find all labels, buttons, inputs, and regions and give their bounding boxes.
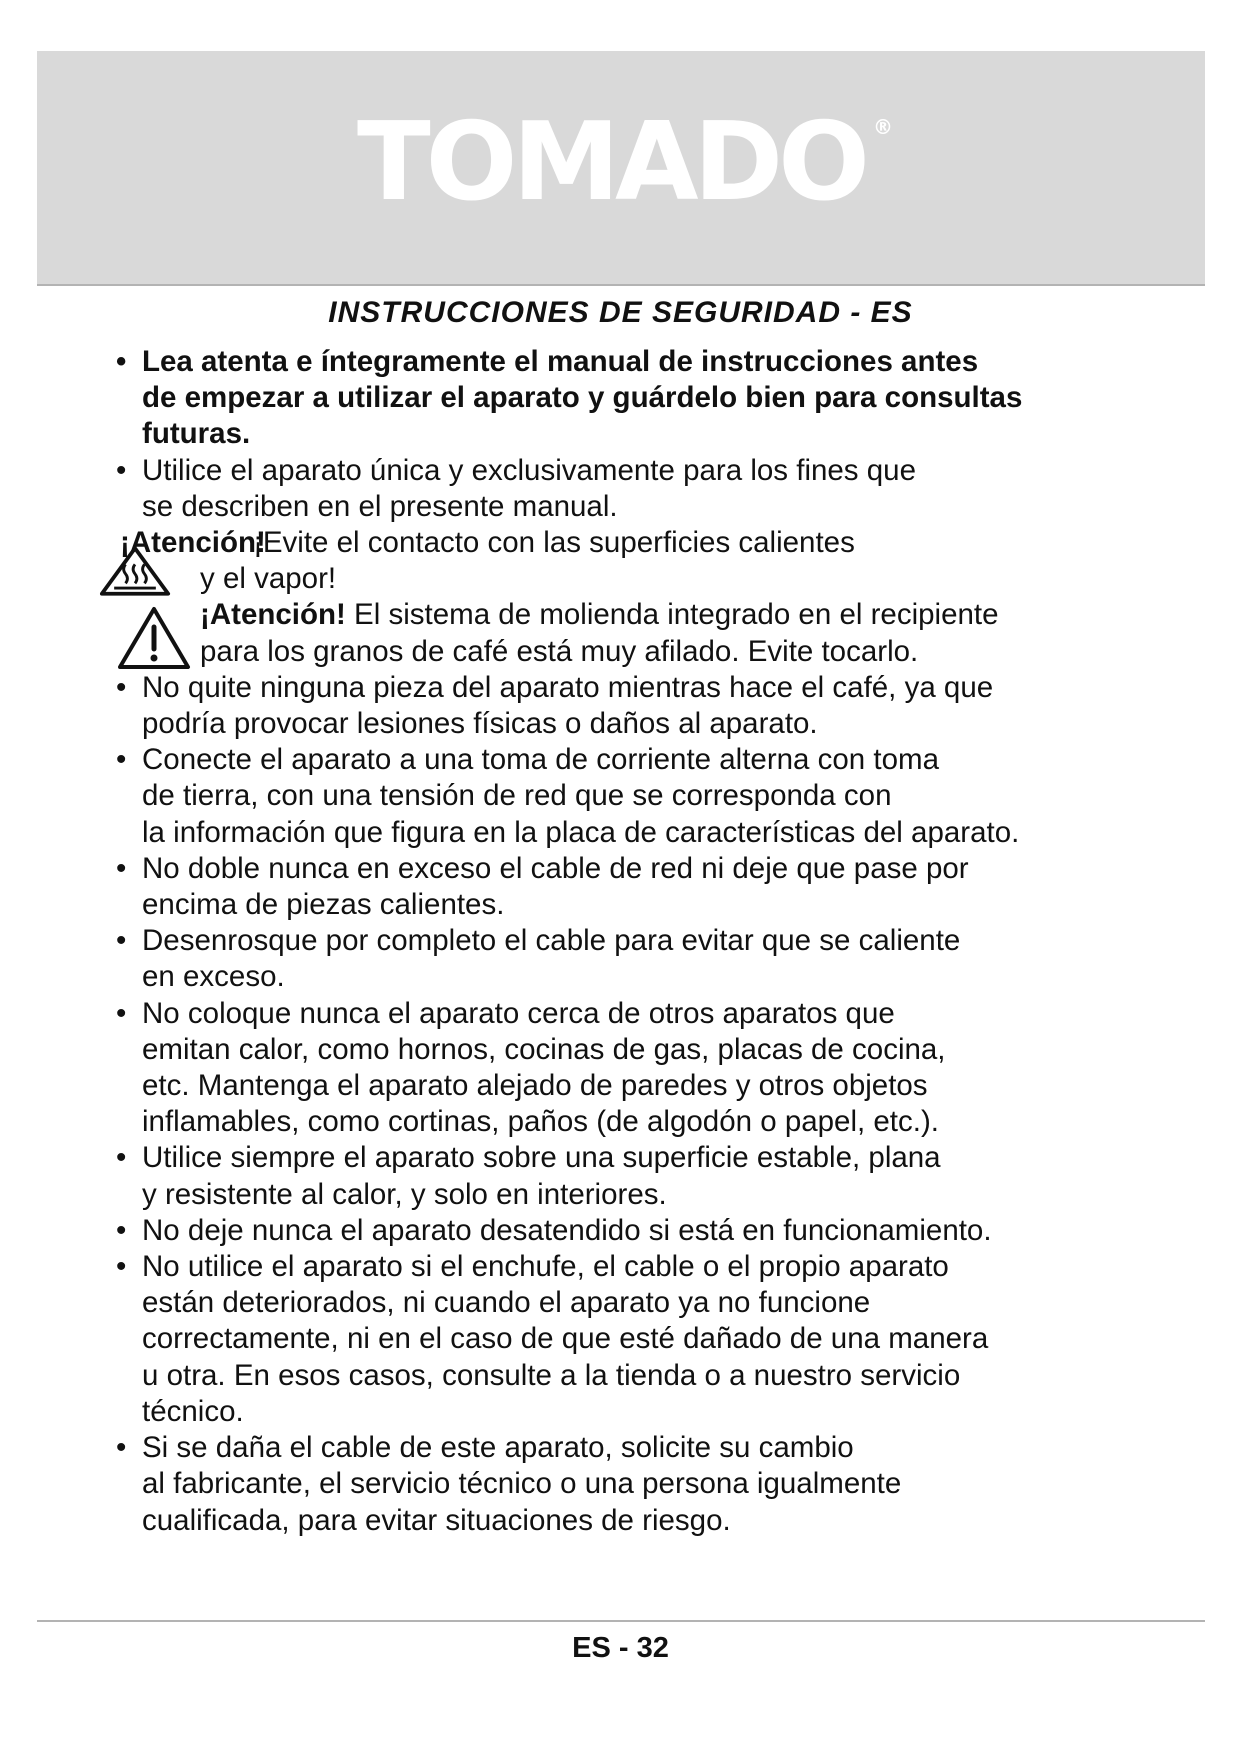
bullet-icon: • bbox=[116, 851, 127, 885]
list-item bbox=[116, 1249, 1136, 1430]
brand-logo bbox=[37, 100, 1205, 225]
list-item-line: No doble nunca en exceso el cable de red ni deje que pase por bbox=[142, 851, 969, 885]
list-item-line: No quite ninguna pieza del aparato mientras hace el café, ya que bbox=[142, 670, 994, 704]
bullet-icon: • bbox=[116, 1141, 127, 1175]
list-item-line: No utilice el aparato si el enchufe, el cable o el propio aparato bbox=[142, 1250, 949, 1284]
list-item bbox=[116, 453, 1136, 525]
warning-text: y el vapor! bbox=[200, 562, 337, 596]
warning-block bbox=[99, 525, 1136, 597]
list-item bbox=[116, 742, 1136, 851]
list-item-line: podría provocar lesiones físicas o daños al aparato. bbox=[142, 707, 818, 741]
bullet-icon: • bbox=[116, 1431, 127, 1465]
brand-name: TOMADO bbox=[357, 100, 865, 225]
list-item-line: al fabricante, el servicio técnico o una persona igualmente bbox=[142, 1467, 902, 1501]
warning-label: ¡Atención! bbox=[200, 598, 346, 632]
list-item-line: técnico. bbox=[142, 1394, 244, 1428]
list-item bbox=[116, 1213, 1136, 1249]
list-item-line: cualificada, para evitar situaciones de riesgo. bbox=[142, 1503, 731, 1537]
list-item-line: Si se daña el cable de este aparato, solicite su cambio bbox=[142, 1431, 854, 1465]
list-item-line: Conecte el aparato a una toma de corriente alterna con toma bbox=[142, 743, 939, 777]
bullet-icon: • bbox=[116, 996, 127, 1030]
page-number: ES - 32 bbox=[572, 1632, 669, 1664]
instructions-body bbox=[116, 344, 1136, 1539]
list-item bbox=[116, 996, 1136, 1141]
list-item-line: de tierra, con una tensión de red que se corresponda con bbox=[142, 779, 892, 813]
header-band bbox=[37, 51, 1205, 286]
list-item bbox=[116, 923, 1136, 995]
warning-text: para los granos de café está muy afilado. Evite tocarlo. bbox=[200, 634, 919, 668]
list-item-line: u otra. En esos casos, consulte a la tienda o a nuestro servicio bbox=[142, 1358, 961, 1392]
registered-mark: ® bbox=[873, 115, 893, 139]
list-item-line: emitan calor, como hornos, cocinas de gas, placas de cocina, bbox=[142, 1032, 946, 1066]
list-item bbox=[116, 851, 1136, 923]
list-item-line: Utilice siempre el aparato sobre una superficie estable, plana bbox=[142, 1141, 941, 1175]
bullet-icon: • bbox=[116, 670, 127, 704]
bullet-icon: • bbox=[116, 1250, 127, 1284]
bullet-icon: • bbox=[116, 345, 127, 378]
list-item-line: etc. Mantenga el aparato alejado de paredes y otros objetos bbox=[142, 1069, 928, 1103]
warning-line bbox=[200, 597, 1136, 633]
footer-divider bbox=[37, 1620, 1205, 1622]
instructions-list-a bbox=[116, 344, 1136, 525]
list-item-line: correctamente, ni en el caso de que esté dañado de una manera bbox=[142, 1322, 989, 1356]
list-item-line: Desenrosque por completo el cable para evitar que se caliente bbox=[142, 924, 961, 958]
warning-block bbox=[116, 597, 1136, 669]
warning-triangle-icon bbox=[116, 605, 192, 671]
bullet-icon: • bbox=[116, 743, 127, 777]
instructions-list-b bbox=[116, 670, 1136, 1539]
list-item bbox=[116, 1140, 1136, 1212]
bullet-icon: • bbox=[116, 453, 127, 487]
list-item-line: inflamables, como cortinas, paños (de algodón o papel, etc.). bbox=[142, 1105, 939, 1139]
warning-line bbox=[120, 525, 1136, 561]
list-item bbox=[116, 344, 1136, 453]
list-item-line: Lea atenta e íntegramente el manual de instrucciones antes bbox=[142, 345, 979, 378]
bullet-icon: • bbox=[116, 924, 127, 958]
list-item-line: futuras. bbox=[142, 417, 251, 451]
warning-text: ¡Evite el contacto con las superficies calientes bbox=[253, 526, 855, 560]
warning-label: ¡Atención! bbox=[120, 526, 266, 560]
list-item bbox=[116, 670, 1136, 742]
list-item-line: Utilice el aparato única y exclusivamente para los fines que bbox=[142, 453, 916, 487]
list-item-line: No deje nunca el aparato desatendido si está en funcionamiento. bbox=[142, 1213, 992, 1247]
list-item-line: se describen en el presente manual. bbox=[142, 489, 618, 523]
list-item-line: de empezar a utilizar el aparato y guárdelo bien para consultas bbox=[142, 381, 1023, 415]
list-item-line: están deteriorados, ni cuando el aparato ya no funcione bbox=[142, 1286, 871, 1320]
warnings-list bbox=[116, 525, 1136, 670]
bullet-icon: • bbox=[116, 1213, 127, 1247]
list-item bbox=[116, 1430, 1136, 1539]
warning-text: El sistema de molienda integrado en el recipiente bbox=[354, 598, 999, 632]
list-item-line: y resistente al calor, y solo en interiores. bbox=[142, 1177, 667, 1211]
list-item-line: encima de piezas calientes. bbox=[142, 888, 505, 922]
page-title: INSTRUCCIONES DE SEGURIDAD - ES bbox=[328, 296, 913, 329]
list-item-line: la información que figura en la placa de características del aparato. bbox=[142, 815, 1020, 849]
list-item-line: en exceso. bbox=[142, 960, 285, 994]
list-item-line: No coloque nunca el aparato cerca de otros aparatos que bbox=[142, 996, 895, 1030]
